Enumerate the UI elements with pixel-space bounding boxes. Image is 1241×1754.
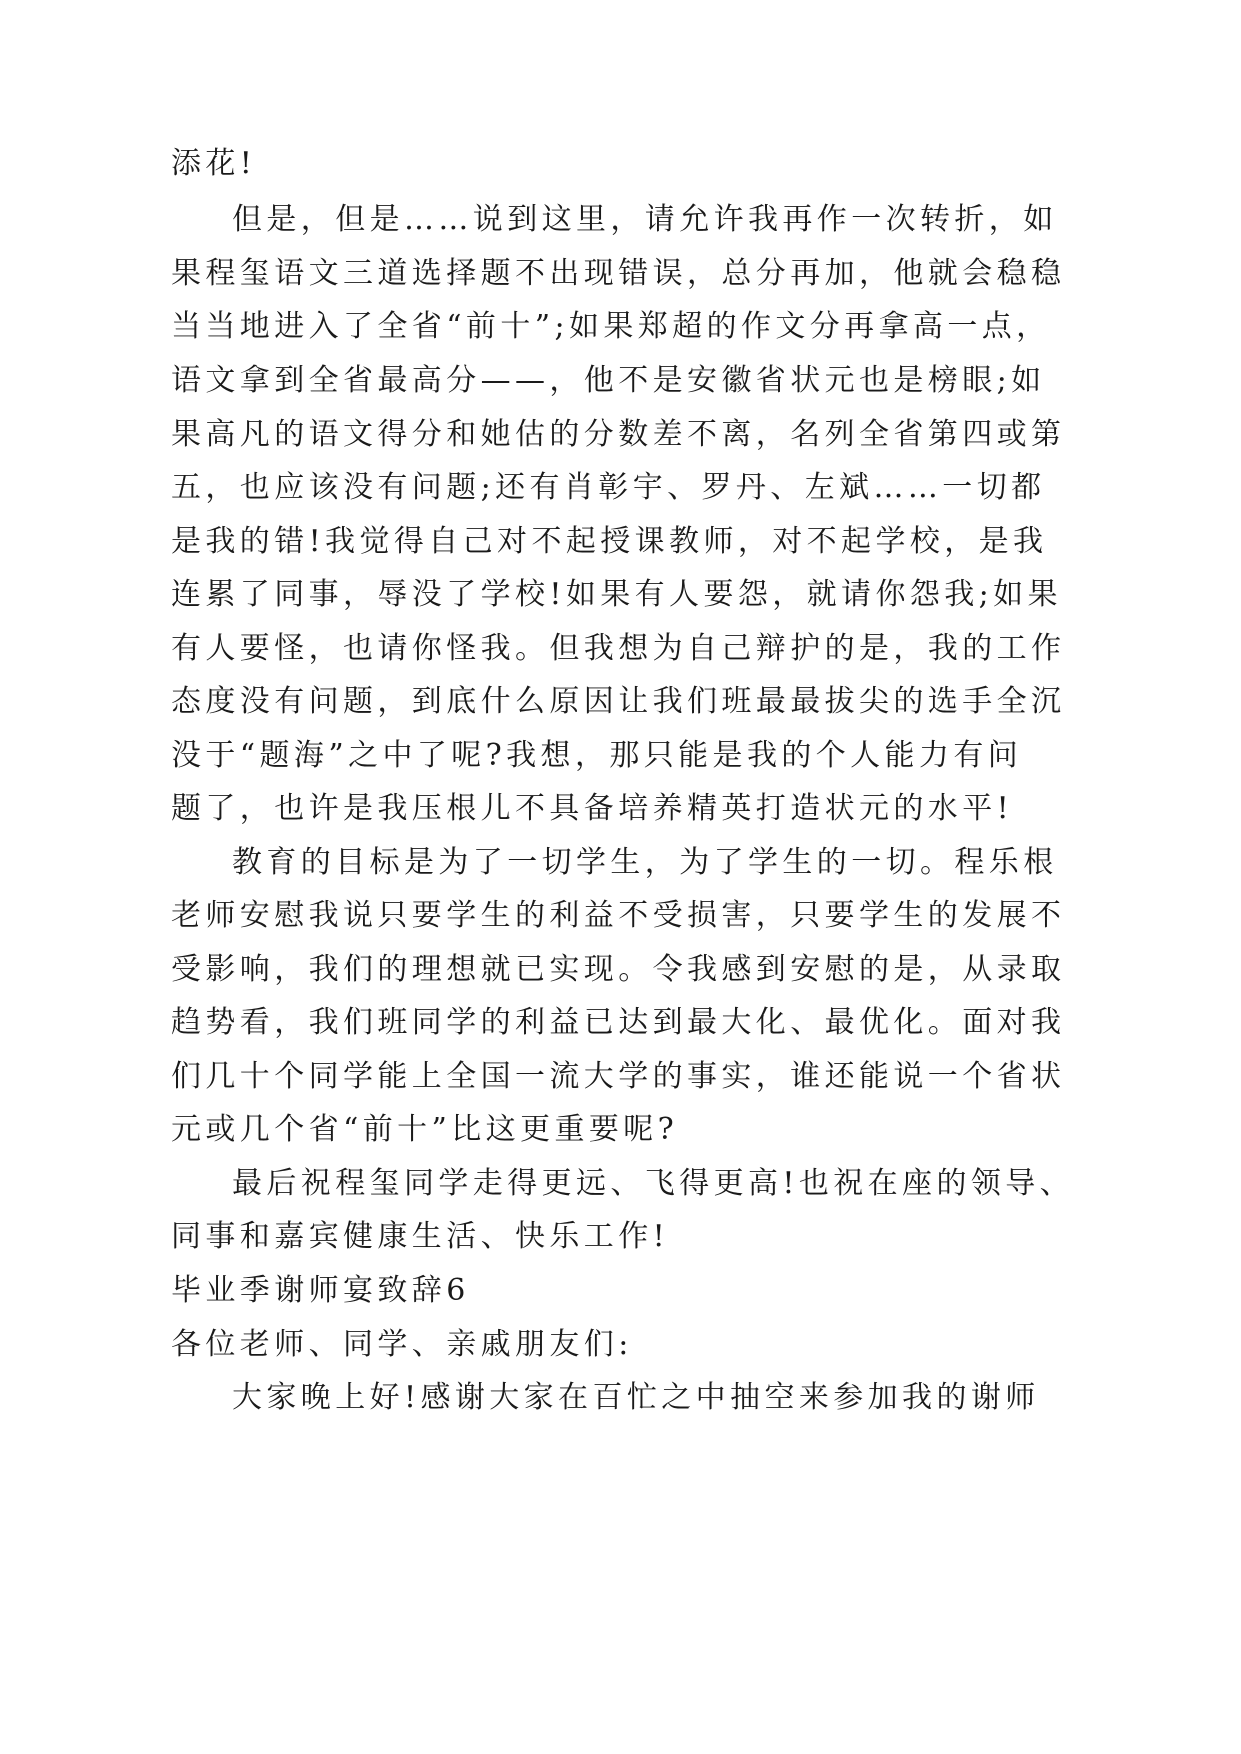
salutation: 各位老师、同学、亲戚朋友们:: [171, 1327, 633, 1362]
paragraph-first-line: 最后祝程玺同学走得更远、飞得更高!也祝在座的领导、: [232, 1166, 1075, 1201]
section-heading: 毕业季谢师宴致辞6: [171, 1273, 470, 1308]
text-line: 老师安慰我说只要学生的利益不受损害，只要学生的发展不: [171, 898, 1066, 933]
text-line: 是我的错!我觉得自己对不起授课教师，对不起学校，是我: [171, 524, 1048, 559]
text-line: 果程玺语文三道选择题不出现错误，总分再加，他就会稳稳: [171, 256, 1066, 291]
text-line: 题了，也许是我压根儿不具备培养精英打造状元的水平!: [171, 791, 1014, 826]
text-line: 们几十个同学能上全国一流大学的事实，谁还能说一个省状: [171, 1059, 1066, 1094]
text-line: 受影响，我们的理想就已实现。令我感到安慰的是，从录取: [171, 952, 1066, 987]
text-line: 有人要怪，也请你怪我。但我想为自己辩护的是，我的工作: [171, 631, 1066, 666]
text-line: 元或几个省“前十”比这更重要呢?: [171, 1112, 679, 1147]
text-line: 当当地进入了全省“前十”;如果郑超的作文分再拿高一点，: [171, 309, 1051, 344]
text-line: 语文拿到全省最高分——，他不是安徽省状元也是榜眼;如: [171, 363, 1046, 398]
text-line: 趋势看，我们班同学的利益已达到最大化、最优化。面对我: [171, 1005, 1066, 1040]
text-line: 五，也应该没有问题;还有肖彰宇、罗丹、左斌……一切都: [171, 470, 1046, 505]
text-line: 态度没有问题，到底什么原因让我们班最最拔尖的选手全沉: [171, 684, 1066, 719]
text-line: 没于“题海”之中了呢?我想，那只能是我的个人能力有问: [171, 738, 1023, 773]
paragraph-first-line: 但是，但是……说到这里，请允许我再作一次转折，如: [232, 202, 1058, 237]
text-line: 果高凡的语文得分和她估的分数差不离，名列全省第四或第: [171, 417, 1066, 452]
text-line: 添花!: [171, 146, 257, 181]
text-line: 连累了同事，辱没了学校!如果有人要怨，就请你怨我;如果: [171, 577, 1062, 612]
paragraph-first-line: 教育的目标是为了一切学生，为了学生的一切。程乐根: [232, 845, 1058, 880]
text-line: 同事和嘉宾健康生活、快乐工作!: [171, 1219, 670, 1254]
paragraph-first-line: 大家晚上好!感谢大家在百忙之中抽空来参加我的谢师: [232, 1380, 1040, 1415]
